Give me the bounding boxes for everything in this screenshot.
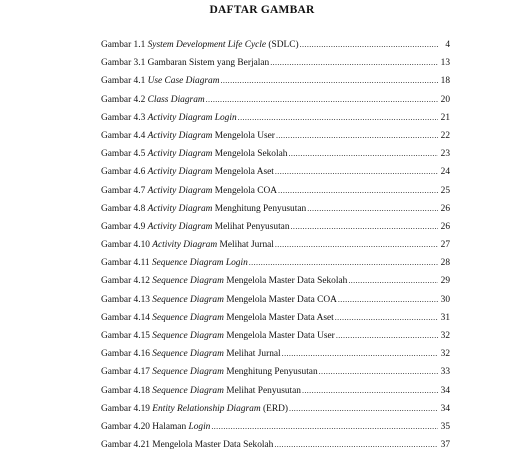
dot-leader xyxy=(275,163,438,181)
entry-page-number: 35 xyxy=(440,421,450,432)
entry-page-number: 24 xyxy=(440,167,450,178)
entry-label: Gambar 4.2 Class Diagram xyxy=(101,94,205,105)
entry-label: Gambar 4.14 Sequence Diagram Mengelola Master Data Aset xyxy=(101,312,334,323)
entry-page-number: 13 xyxy=(440,58,450,69)
dot-leader xyxy=(300,36,438,54)
entry-label: Gambar 4.4 Activity Diagram Mengelola User xyxy=(101,130,275,141)
entry-label: Gambar 4.21 Mengelola Master Data Sekolah xyxy=(101,440,274,451)
entry-page-number: 25 xyxy=(440,185,450,196)
entry-label: Gambar 4.11 Sequence Diagram Login xyxy=(101,258,248,269)
figure-entry[interactable] xyxy=(101,382,450,400)
dot-leader xyxy=(249,254,438,272)
entry-page-number: 32 xyxy=(440,331,450,341)
entry-page-number: 34 xyxy=(440,403,450,414)
dot-leader xyxy=(348,272,438,290)
dot-leader xyxy=(336,327,438,345)
entry-page-number: 18 xyxy=(440,76,450,87)
entry-label: Gambar 4.8 Activity Diagram Menghitung Penyusutan xyxy=(101,203,307,214)
entry-label: Gambar 4.13 Sequence Diagram Mengelola Master Data COA xyxy=(101,294,337,305)
figure-entry[interactable] xyxy=(101,400,450,418)
entry-page-number: 4 xyxy=(445,40,450,50)
figure-entry[interactable] xyxy=(101,345,450,363)
figure-entry[interactable] xyxy=(101,236,450,254)
entry-label: Gambar 4.12 Sequence Diagram Mengelola Master Data Sekolah xyxy=(101,276,348,287)
figure-entry[interactable] xyxy=(101,436,450,454)
entry-page-number: 33 xyxy=(440,367,450,378)
figure-entry[interactable] xyxy=(101,91,450,109)
figure-entry[interactable] xyxy=(101,109,450,127)
dot-leader xyxy=(274,436,438,454)
entry-label: Gambar 4.20 Halaman Login xyxy=(101,421,211,432)
entry-label: Gambar 4.15 Sequence Diagram Mengelola Master Data User xyxy=(101,331,335,341)
entry-page-number: 31 xyxy=(440,312,450,323)
dot-leader xyxy=(220,72,438,90)
figure-entry[interactable] xyxy=(101,327,450,345)
dot-leader xyxy=(338,291,438,309)
figure-entry[interactable] xyxy=(101,54,450,72)
dot-leader xyxy=(238,109,438,127)
entry-page-number: 22 xyxy=(440,130,450,141)
entry-page-number: 27 xyxy=(440,240,450,251)
figure-entry[interactable] xyxy=(101,36,450,54)
dot-leader xyxy=(275,236,438,254)
entry-page-number: 28 xyxy=(440,258,450,269)
entry-label: Gambar 4.10 Activity Diagram Melihat Jurnal xyxy=(101,240,274,251)
entry-page-number: 20 xyxy=(440,94,450,105)
figure-entry[interactable] xyxy=(101,418,450,436)
dot-leader xyxy=(288,145,438,163)
figure-entry[interactable] xyxy=(101,363,450,381)
figure-list xyxy=(101,36,450,454)
figure-entry[interactable] xyxy=(101,218,450,236)
entry-label: Gambar 4.16 Sequence Diagram Melihat Jurnal xyxy=(101,349,281,360)
entry-page-number: 29 xyxy=(440,276,450,287)
figure-entry[interactable] xyxy=(101,200,450,218)
entry-label: Gambar 3.1 Gambaran Sistem yang Berjalan xyxy=(101,58,270,69)
dot-leader xyxy=(335,309,438,327)
dot-leader xyxy=(278,182,438,200)
page-title: DAFTAR GAMBAR xyxy=(209,4,315,16)
entry-label: Gambar 4.6 Activity Diagram Mengelola Aset xyxy=(101,167,274,178)
entry-label: Gambar 4.7 Activity Diagram Mengelola COA xyxy=(101,185,278,196)
entry-page-number: 26 xyxy=(440,203,450,214)
entry-label: Gambar 4.1 Use Case Diagram xyxy=(101,76,220,87)
dot-leader xyxy=(206,91,438,109)
dot-leader xyxy=(307,200,438,218)
dot-leader xyxy=(289,400,438,418)
figure-entry[interactable] xyxy=(101,254,450,272)
figure-entry[interactable] xyxy=(101,272,450,290)
figure-entry[interactable] xyxy=(101,182,450,200)
entry-page-number: 21 xyxy=(440,112,450,123)
entry-label: Gambar 4.19 Entity Relationship Diagram (ERD) xyxy=(101,403,288,414)
figure-entry[interactable] xyxy=(101,127,450,145)
dot-leader xyxy=(291,218,438,236)
entry-page-number: 37 xyxy=(440,440,450,451)
dot-leader xyxy=(276,127,438,145)
dot-leader xyxy=(302,382,438,400)
entry-page-number: 32 xyxy=(440,349,450,360)
dot-leader xyxy=(319,363,438,381)
figure-entry[interactable] xyxy=(101,72,450,90)
entry-page-number: 30 xyxy=(440,294,450,305)
dot-leader xyxy=(270,54,438,72)
entry-label: Gambar 4.9 Activity Diagram Melihat Penyusutan xyxy=(101,221,290,232)
entry-page-number: 23 xyxy=(440,149,450,160)
dot-leader xyxy=(211,418,438,436)
figure-entry[interactable] xyxy=(101,291,450,309)
entry-label: Gambar 4.17 Sequence Diagram Menghitung Penyusutan xyxy=(101,367,318,378)
entry-label: Gambar 1.1 System Development Life Cycle (SDLC) xyxy=(101,40,299,50)
entry-label: Gambar 4.3 Activity Diagram Login xyxy=(101,112,237,123)
figure-entry[interactable] xyxy=(101,309,450,327)
entry-label: Gambar 4.18 Sequence Diagram Melihat Penyusutan xyxy=(101,385,301,396)
figure-entry[interactable] xyxy=(101,145,450,163)
entry-page-number: 26 xyxy=(440,221,450,232)
entry-label: Gambar 4.5 Activity Diagram Mengelola Sekolah xyxy=(101,149,288,160)
figure-entry[interactable] xyxy=(101,163,450,181)
dot-leader xyxy=(282,345,438,363)
entry-page-number: 34 xyxy=(440,385,450,396)
